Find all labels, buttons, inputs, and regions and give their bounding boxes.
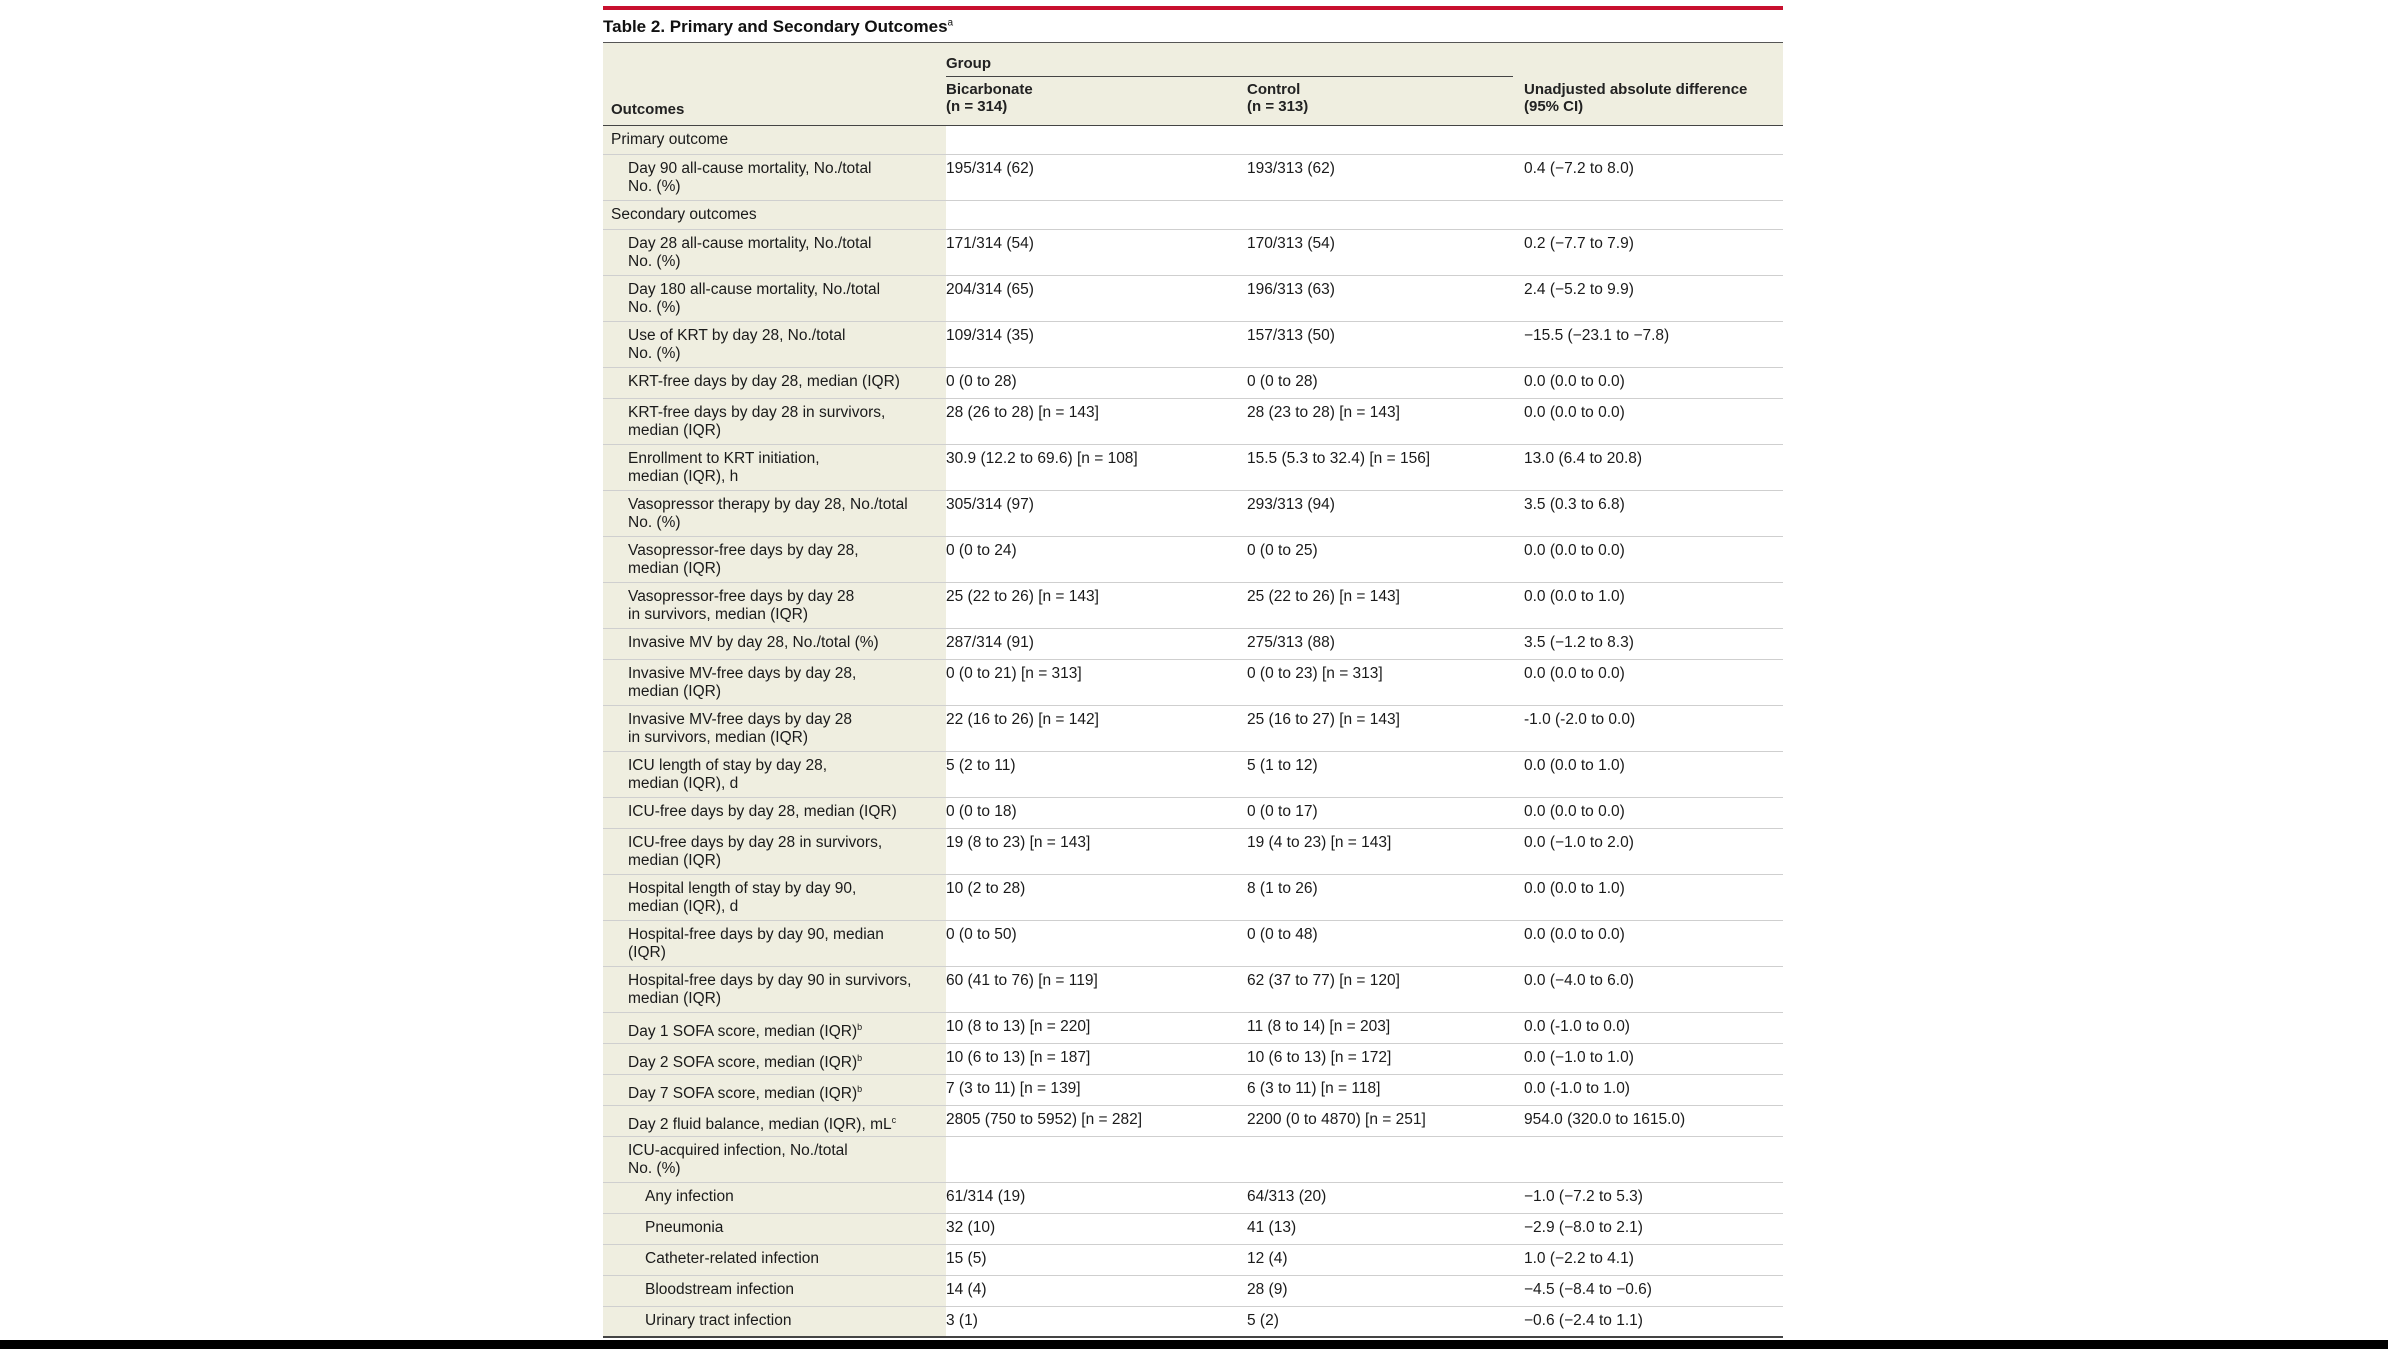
control-value: 19 (4 to 23) [n = 143] bbox=[1247, 834, 1392, 851]
outcome-label bbox=[603, 1276, 946, 1306]
difference-value: −15.5 (−23.1 to −7.8) bbox=[1524, 327, 1670, 344]
outcome-label-text: Hospital-free days by day 90 in survivors, bbox=[628, 972, 912, 989]
control-value: 0 (0 to 48) bbox=[1247, 926, 1318, 943]
outcome-label-line bbox=[628, 281, 946, 299]
difference-value: 1.0 (−2.2 to 4.1) bbox=[1524, 1250, 1634, 1267]
control-value: 0 (0 to 25) bbox=[1247, 542, 1318, 559]
outcomes-table bbox=[603, 6, 1783, 1338]
outcome-label-line bbox=[628, 757, 946, 775]
outcome-label-line-2: median (IQR) bbox=[628, 560, 722, 577]
outcome-label bbox=[603, 1013, 946, 1043]
difference-value: −2.9 (−8.0 to 2.1) bbox=[1524, 1219, 1643, 1236]
outcome-label bbox=[603, 1214, 946, 1244]
table-row bbox=[603, 829, 1783, 875]
outcome-label bbox=[603, 829, 946, 874]
bicarbonate-value: 7 (3 to 11) [n = 139] bbox=[946, 1080, 1081, 1097]
bicarbonate-value: 22 (16 to 26) [n = 142] bbox=[946, 711, 1099, 728]
table-title-text: Table 2. Primary and Secondary Outcomes bbox=[603, 17, 948, 36]
outcome-label bbox=[603, 276, 946, 321]
table-row bbox=[603, 155, 1783, 201]
outcome-label-line bbox=[628, 373, 946, 391]
outcome-label-line-2: in survivors, median (IQR) bbox=[628, 729, 809, 746]
footnote-mark: b bbox=[857, 1053, 863, 1063]
table-row bbox=[603, 276, 1783, 322]
outcome-label-text: Bloodstream infection bbox=[645, 1281, 795, 1298]
table-row bbox=[603, 230, 1783, 276]
outcome-label-text: KRT-free days by day 28 in survivors, bbox=[628, 404, 886, 421]
table-row bbox=[603, 1245, 1783, 1276]
outcome-label-line bbox=[628, 1080, 946, 1103]
outcome-label-text: ICU-acquired infection, No./total bbox=[628, 1142, 848, 1159]
outcome-label-text: ICU-free days by day 28 in survivors, bbox=[628, 834, 883, 851]
control-value: 15.5 (5.3 to 32.4) [n = 156] bbox=[1247, 450, 1431, 467]
outcome-label-text: Invasive MV by day 28, No./total (%) bbox=[628, 634, 879, 651]
header-control bbox=[1247, 81, 1308, 115]
outcome-label-line bbox=[628, 665, 946, 683]
outcome-label-line-2: No. (%) bbox=[628, 299, 681, 316]
outcome-label-text: Day 90 all-cause mortality, No./total bbox=[628, 160, 872, 177]
outcome-label-line bbox=[628, 834, 946, 852]
outcome-label-line bbox=[628, 803, 946, 821]
table-row bbox=[603, 537, 1783, 583]
outcome-label-line-2: median (IQR), d bbox=[628, 898, 739, 915]
outcome-label bbox=[603, 368, 946, 398]
header-bicarbonate bbox=[946, 81, 1033, 115]
outcome-label-line-2: median (IQR), h bbox=[628, 468, 739, 485]
outcome-label bbox=[603, 660, 946, 705]
bicarbonate-value: 195/314 (62) bbox=[946, 160, 1034, 177]
bicarbonate-value: 10 (8 to 13) [n = 220] bbox=[946, 1018, 1091, 1035]
outcome-label-line-2: No. (%) bbox=[628, 253, 681, 270]
outcome-label-line bbox=[645, 1281, 946, 1299]
outcome-label bbox=[603, 537, 946, 582]
bicarbonate-value: 0 (0 to 50) bbox=[946, 926, 1017, 943]
outcome-label-line bbox=[628, 880, 946, 898]
group-rule bbox=[946, 76, 1513, 77]
bicarbonate-value: 204/314 (65) bbox=[946, 281, 1034, 298]
control-value: 41 (13) bbox=[1247, 1219, 1297, 1236]
control-value: 170/313 (54) bbox=[1247, 235, 1335, 252]
bicarbonate-value: 109/314 (35) bbox=[946, 327, 1034, 344]
control-value: 11 (8 to 14) [n = 203] bbox=[1247, 1018, 1391, 1035]
footnote-mark: b bbox=[857, 1084, 863, 1094]
section-label: Primary outcome bbox=[603, 126, 946, 154]
outcome-label-text: Day 28 all-cause mortality, No./total bbox=[628, 235, 872, 252]
bicarbonate-value: 2805 (750 to 5952) [n = 282] bbox=[946, 1111, 1143, 1128]
table-row bbox=[603, 875, 1783, 921]
outcome-label-line-2: median (IQR) bbox=[628, 683, 722, 700]
outcome-label-line bbox=[628, 1018, 946, 1041]
outcome-label bbox=[603, 1106, 946, 1136]
outcome-label-text: Use of KRT by day 28, No./total bbox=[628, 327, 846, 344]
table-row bbox=[603, 583, 1783, 629]
outcome-label-line bbox=[645, 1219, 946, 1237]
control-value: 12 (4) bbox=[1247, 1250, 1288, 1267]
table-row bbox=[603, 1183, 1783, 1214]
outcome-label-text: Day 1 SOFA score, median (IQR) bbox=[628, 1023, 858, 1041]
difference-value: 0.0 (0.0 to 0.0) bbox=[1524, 542, 1625, 559]
control-value: 193/313 (62) bbox=[1247, 160, 1335, 177]
outcome-label bbox=[603, 1044, 946, 1074]
difference-value: 0.0 (0.0 to 1.0) bbox=[1524, 880, 1625, 897]
difference-value: 0.0 (0.0 to 0.0) bbox=[1524, 803, 1625, 820]
outcome-label-line bbox=[628, 542, 946, 560]
header-difference-name: Unadjusted absolute difference bbox=[1524, 81, 1748, 98]
outcome-label-line-2: median (IQR) bbox=[628, 852, 722, 869]
table-row bbox=[603, 491, 1783, 537]
bicarbonate-value: 10 (2 to 28) bbox=[946, 880, 1026, 897]
bicarbonate-value: 0 (0 to 28) bbox=[946, 373, 1017, 390]
outcome-label-line-2: No. (%) bbox=[628, 1160, 681, 1177]
bicarbonate-value: 32 (10) bbox=[946, 1219, 996, 1236]
difference-value: −0.6 (−2.4 to 1.1) bbox=[1524, 1312, 1643, 1329]
difference-value: 0.4 (−7.2 to 8.0) bbox=[1524, 160, 1634, 177]
difference-value: 0.0 (0.0 to 0.0) bbox=[1524, 926, 1625, 943]
table-row bbox=[603, 1075, 1783, 1106]
difference-value: 2.4 (−5.2 to 9.9) bbox=[1524, 281, 1634, 298]
table-row bbox=[603, 629, 1783, 660]
outcome-label-text: Pneumonia bbox=[645, 1219, 724, 1236]
table-row bbox=[603, 368, 1783, 399]
outcome-label-text: Urinary tract infection bbox=[645, 1312, 792, 1329]
outcome-label bbox=[603, 706, 946, 751]
control-value: 293/313 (94) bbox=[1247, 496, 1335, 513]
bicarbonate-value: 61/314 (19) bbox=[946, 1188, 1026, 1205]
outcome-label-text: Invasive MV-free days by day 28 bbox=[628, 711, 853, 728]
bicarbonate-value: 10 (6 to 13) [n = 187] bbox=[946, 1049, 1091, 1066]
bicarbonate-value: 60 (41 to 76) [n = 119] bbox=[946, 972, 1098, 989]
difference-value: 0.0 (-1.0 to 1.0) bbox=[1524, 1080, 1630, 1097]
outcome-label-text: Any infection bbox=[645, 1188, 734, 1205]
outcome-label-line-2: median (IQR) bbox=[628, 422, 722, 439]
control-value: 157/313 (50) bbox=[1247, 327, 1335, 344]
outcome-label-line bbox=[628, 972, 946, 990]
bottom-bar bbox=[0, 1340, 2388, 1349]
control-value: 62 (37 to 77) [n = 120] bbox=[1247, 972, 1400, 989]
outcome-label-line bbox=[628, 711, 946, 729]
difference-value: 0.0 (0.0 to 0.0) bbox=[1524, 665, 1625, 682]
table-row bbox=[603, 445, 1783, 491]
control-value: 28 (9) bbox=[1247, 1281, 1288, 1298]
table-row bbox=[603, 322, 1783, 368]
outcome-label-line bbox=[628, 496, 946, 514]
difference-value: 0.0 (-1.0 to 0.0) bbox=[1524, 1018, 1630, 1035]
outcome-label bbox=[603, 230, 946, 275]
difference-value: 0.0 (−4.0 to 6.0) bbox=[1524, 972, 1634, 989]
control-value: 2200 (0 to 4870) [n = 251] bbox=[1247, 1111, 1426, 1128]
control-value: 8 (1 to 26) bbox=[1247, 880, 1318, 897]
outcome-label bbox=[603, 629, 946, 659]
outcome-label-line-2: No. (%) bbox=[628, 178, 681, 195]
control-value: 0 (0 to 23) [n = 313] bbox=[1247, 665, 1383, 682]
control-value: 196/313 (63) bbox=[1247, 281, 1335, 298]
bicarbonate-value: 0 (0 to 18) bbox=[946, 803, 1017, 820]
control-value: 5 (2) bbox=[1247, 1312, 1279, 1329]
outcome-label-line bbox=[628, 588, 946, 606]
bicarbonate-value: 19 (8 to 23) [n = 143] bbox=[946, 834, 1091, 851]
table-header bbox=[603, 42, 1783, 126]
footnote-mark: b bbox=[857, 1022, 863, 1032]
difference-value: 0.0 (0.0 to 0.0) bbox=[1524, 373, 1625, 390]
group-label: Group bbox=[946, 55, 991, 72]
control-value: 28 (23 to 28) [n = 143] bbox=[1247, 404, 1400, 421]
outcome-label bbox=[603, 445, 946, 490]
outcome-label-line bbox=[628, 1142, 946, 1160]
outcome-label bbox=[603, 399, 946, 444]
outcome-label-text: Hospital length of stay by day 90, bbox=[628, 880, 857, 897]
table-row bbox=[603, 1276, 1783, 1307]
outcome-label-line-2: in survivors, median (IQR) bbox=[628, 606, 809, 623]
difference-value bbox=[1524, 1137, 1783, 1182]
table-row bbox=[603, 967, 1783, 1013]
section-header-row bbox=[603, 201, 1783, 230]
outcome-label-text: Invasive MV-free days by day 28, bbox=[628, 665, 857, 682]
title-footnote-mark: a bbox=[947, 17, 954, 29]
bicarbonate-value: 287/314 (91) bbox=[946, 634, 1034, 651]
control-value: 5 (1 to 12) bbox=[1247, 757, 1318, 774]
header-bicarbonate-name: Bicarbonate bbox=[946, 81, 1033, 98]
table-row bbox=[603, 1044, 1783, 1075]
bicarbonate-value: 25 (22 to 26) [n = 143] bbox=[946, 588, 1099, 605]
outcome-label-line-2: No. (%) bbox=[628, 345, 681, 362]
difference-value: 3.5 (0.3 to 6.8) bbox=[1524, 496, 1625, 513]
table-row bbox=[603, 1307, 1783, 1338]
header-difference-ci: (95% CI) bbox=[1524, 98, 1584, 115]
outcome-label bbox=[603, 875, 946, 920]
control-value: 64/313 (20) bbox=[1247, 1188, 1327, 1205]
difference-value: −4.5 (−8.4 to −0.6) bbox=[1524, 1281, 1652, 1298]
table-title bbox=[603, 10, 1783, 42]
outcome-label-text: Day 7 SOFA score, median (IQR) bbox=[628, 1085, 858, 1103]
control-value bbox=[1247, 1137, 1524, 1182]
outcome-label-text: Day 2 fluid balance, median (IQR), mL bbox=[628, 1116, 892, 1134]
outcome-label-line bbox=[628, 327, 946, 345]
header-control-name: Control bbox=[1247, 81, 1301, 98]
outcome-label-text: Enrollment to KRT initiation, bbox=[628, 450, 820, 467]
control-value: 0 (0 to 17) bbox=[1247, 803, 1318, 820]
outcome-label-text: Day 180 all-cause mortality, No./total bbox=[628, 281, 881, 298]
difference-value: 0.0 (0.0 to 0.0) bbox=[1524, 404, 1625, 421]
bicarbonate-value: 0 (0 to 24) bbox=[946, 542, 1017, 559]
difference-value: 0.0 (0.0 to 1.0) bbox=[1524, 588, 1625, 605]
outcome-label-line bbox=[628, 160, 946, 178]
control-value: 0 (0 to 28) bbox=[1247, 373, 1318, 390]
outcome-label bbox=[603, 322, 946, 367]
table-row bbox=[603, 706, 1783, 752]
bicarbonate-value: 305/314 (97) bbox=[946, 496, 1034, 513]
outcome-label bbox=[603, 1183, 946, 1213]
outcome-label bbox=[603, 1245, 946, 1275]
footnote-mark: c bbox=[891, 1115, 897, 1125]
outcome-label bbox=[603, 967, 946, 1012]
control-value: 275/313 (88) bbox=[1247, 634, 1335, 651]
table-row bbox=[603, 1106, 1783, 1137]
outcome-label bbox=[603, 1137, 946, 1182]
outcome-label-line-2: median (IQR) bbox=[628, 990, 722, 1007]
outcome-label-text: Vasopressor therapy by day 28, No./total bbox=[628, 496, 908, 513]
outcome-label-text: Vasopressor-free days by day 28, bbox=[628, 542, 859, 559]
section-header-row bbox=[603, 126, 1783, 155]
bicarbonate-value: 3 (1) bbox=[946, 1312, 978, 1329]
outcome-label-text: Day 2 SOFA score, median (IQR) bbox=[628, 1054, 858, 1072]
bicarbonate-value: 5 (2 to 11) bbox=[946, 757, 1016, 774]
outcome-label-text: Vasopressor-free days by day 28 bbox=[628, 588, 855, 605]
outcome-label bbox=[603, 752, 946, 797]
outcome-label-line bbox=[628, 1049, 946, 1072]
table-body bbox=[603, 126, 1783, 1338]
difference-value: 13.0 (6.4 to 20.8) bbox=[1524, 450, 1643, 467]
control-value: 6 (3 to 11) [n = 118] bbox=[1247, 1080, 1381, 1097]
control-value: 25 (22 to 26) [n = 143] bbox=[1247, 588, 1400, 605]
bicarbonate-value: 0 (0 to 21) [n = 313] bbox=[946, 665, 1082, 682]
table-row bbox=[603, 1137, 1783, 1183]
section-label: Secondary outcomes bbox=[603, 201, 946, 229]
outcome-label-line-2: No. (%) bbox=[628, 514, 681, 531]
outcome-label bbox=[603, 921, 946, 966]
outcome-label bbox=[603, 798, 946, 828]
header-control-n: (n = 313) bbox=[1247, 98, 1309, 115]
table-row bbox=[603, 1013, 1783, 1044]
difference-value: −1.0 (−7.2 to 5.3) bbox=[1524, 1188, 1643, 1205]
table-row bbox=[603, 921, 1783, 967]
difference-value: 954.0 (320.0 to 1615.0) bbox=[1524, 1111, 1686, 1128]
bicarbonate-value: 14 (4) bbox=[946, 1281, 987, 1298]
outcome-label bbox=[603, 583, 946, 628]
outcome-label-line bbox=[628, 450, 946, 468]
outcome-label-line-2: (IQR) bbox=[628, 944, 666, 961]
outcome-label-line bbox=[628, 1111, 946, 1134]
outcome-label-text: KRT-free days by day 28, median (IQR) bbox=[628, 373, 900, 390]
difference-value: 0.2 (−7.7 to 7.9) bbox=[1524, 235, 1634, 252]
table-row bbox=[603, 798, 1783, 829]
outcome-label bbox=[603, 1075, 946, 1105]
bicarbonate-value: 171/314 (54) bbox=[946, 235, 1034, 252]
outcome-label bbox=[603, 491, 946, 536]
bicarbonate-value bbox=[946, 1137, 1247, 1182]
outcome-label-line bbox=[628, 634, 946, 652]
difference-value: -1.0 (-2.0 to 0.0) bbox=[1524, 711, 1636, 728]
table-row bbox=[603, 399, 1783, 445]
control-value: 10 (6 to 13) [n = 172] bbox=[1247, 1049, 1392, 1066]
header-difference bbox=[1524, 81, 1747, 115]
bicarbonate-value: 15 (5) bbox=[946, 1250, 987, 1267]
outcome-label-line bbox=[628, 926, 946, 944]
header-bicarbonate-n: (n = 314) bbox=[946, 98, 1008, 115]
header-outcomes: Outcomes bbox=[611, 101, 685, 118]
outcome-label-line-2: median (IQR), d bbox=[628, 775, 739, 792]
table-row bbox=[603, 752, 1783, 798]
outcome-label bbox=[603, 1307, 946, 1336]
outcome-label-line bbox=[628, 235, 946, 253]
outcome-label-text: Hospital-free days by day 90, median bbox=[628, 926, 884, 943]
outcome-label-line bbox=[628, 404, 946, 422]
bicarbonate-value: 30.9 (12.2 to 69.6) [n = 108] bbox=[946, 450, 1138, 467]
outcome-label-line bbox=[645, 1250, 946, 1268]
difference-value: 0.0 (0.0 to 1.0) bbox=[1524, 757, 1625, 774]
control-value: 25 (16 to 27) [n = 143] bbox=[1247, 711, 1400, 728]
difference-value: 3.5 (−1.2 to 8.3) bbox=[1524, 634, 1634, 651]
difference-value: 0.0 (−1.0 to 2.0) bbox=[1524, 834, 1634, 851]
table-row bbox=[603, 660, 1783, 706]
bicarbonate-value: 28 (26 to 28) [n = 143] bbox=[946, 404, 1099, 421]
outcome-label-text: Catheter-related infection bbox=[645, 1250, 820, 1267]
outcome-label bbox=[603, 155, 946, 200]
outcome-label-text: ICU-free days by day 28, median (IQR) bbox=[628, 803, 897, 820]
outcome-label-line bbox=[645, 1188, 946, 1206]
outcome-label-text: ICU length of stay by day 28, bbox=[628, 757, 828, 774]
outcome-label-line bbox=[645, 1312, 946, 1330]
table-row bbox=[603, 1214, 1783, 1245]
difference-value: 0.0 (−1.0 to 1.0) bbox=[1524, 1049, 1634, 1066]
